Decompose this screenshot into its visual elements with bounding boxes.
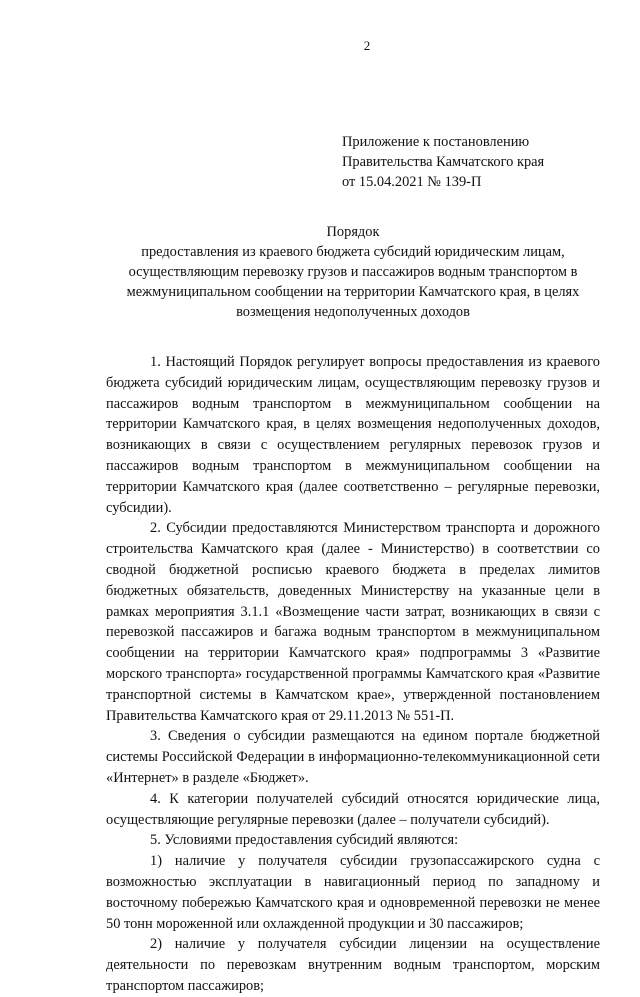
title-line-3: межмуниципальном сообщении на территории Камчатского края, в целях [126,284,580,300]
paragraph-4: 4. К категории получателей субсидий относятся юридические лица, осуществляющие регулярные перевозки (далее – получатели субсидий). [106,790,600,828]
title-line-2: осуществляющим перевозку грузов и пассажиров водным транспортом в [128,264,578,280]
paragraph-1: 1. Настоящий Порядок регулирует вопросы предоставления из краевого бюджета субсидий юридическим лицам, осуществляющим перевозку грузов и пассажиров водным транспортом в межмуниципальном сообщении на территории Камчатского края, в целях возмещения недополученных доходов, возникающих в связи с осуществлением регулярных перевозок грузов и пассажиров водным транспортом в межмуниципальном сообщении на территории Камчатского края (далее соответственно – регулярные перевозки, субсидии). [106,354,600,516]
appendix-line-3: от 15.04.2021 № 139-П [342,174,482,190]
paragraph-3: 3. Сведения о субсидии размещаются на едином портале бюджетной системы Российской Федерации в информационно-телекоммуникационной сети «Интернет» в разделе «Бюджет». [106,728,600,786]
paragraph-2: 2. Субсидии предоставляются Министерством транспорта и дорожного строительства Камчатского края (далее - Министерство) в соответствии со сводной бюджетной росписью краевого бюджета в пределах лимитов бюджетных обязательств, доведенных Министерству на указанные цели в рамках мероприятия 3.1.1 «Возмещение части затрат, возникающих в связи с перевозкой пассажиров и багажа водным транспортом в межмуниципальном сообщении на территории Камчатского края» подпрограммы 3 «Развитие морского транспорта» государственной программы Камчатского края «Развитие транспортной системы в Камчатском крае», утвержденной постановлением Правительства Камчатского края от 29.11.2013 № 551-П. [106,520,600,724]
document-title [106,222,600,322]
appendix-line-1: Приложение к постановлению [342,134,530,150]
paragraph-5: 5. Условиями предоставления субсидий являются: [150,832,459,849]
paragraph-5-item-2: 2) наличие у получателя субсидии лицензии на осуществление деятельности по перевозкам внутренним водным транспортом, морским транспортом пассажиров; [106,936,600,994]
paragraph-5-item-1: 1) наличие у получателя субсидии грузопассажирского судна с возможностью эксплуатации в навигационный период по западному и восточному побережью Камчатского края и одновременной перевозки не менее 50 тонн мороженной или охлажденной продукции и 30 пассажиров; [106,853,600,932]
title-heading: Порядок [326,224,380,240]
document-body [106,352,600,997]
appendix-reference [342,132,600,192]
title-line-4: возмещения недополученных доходов [236,304,470,320]
page-number: 2 [363,38,371,53]
appendix-line-2: Правительства Камчатского края [342,154,545,170]
title-line-1: предоставления из краевого бюджета субсидий юридическим лицам, [141,244,565,260]
